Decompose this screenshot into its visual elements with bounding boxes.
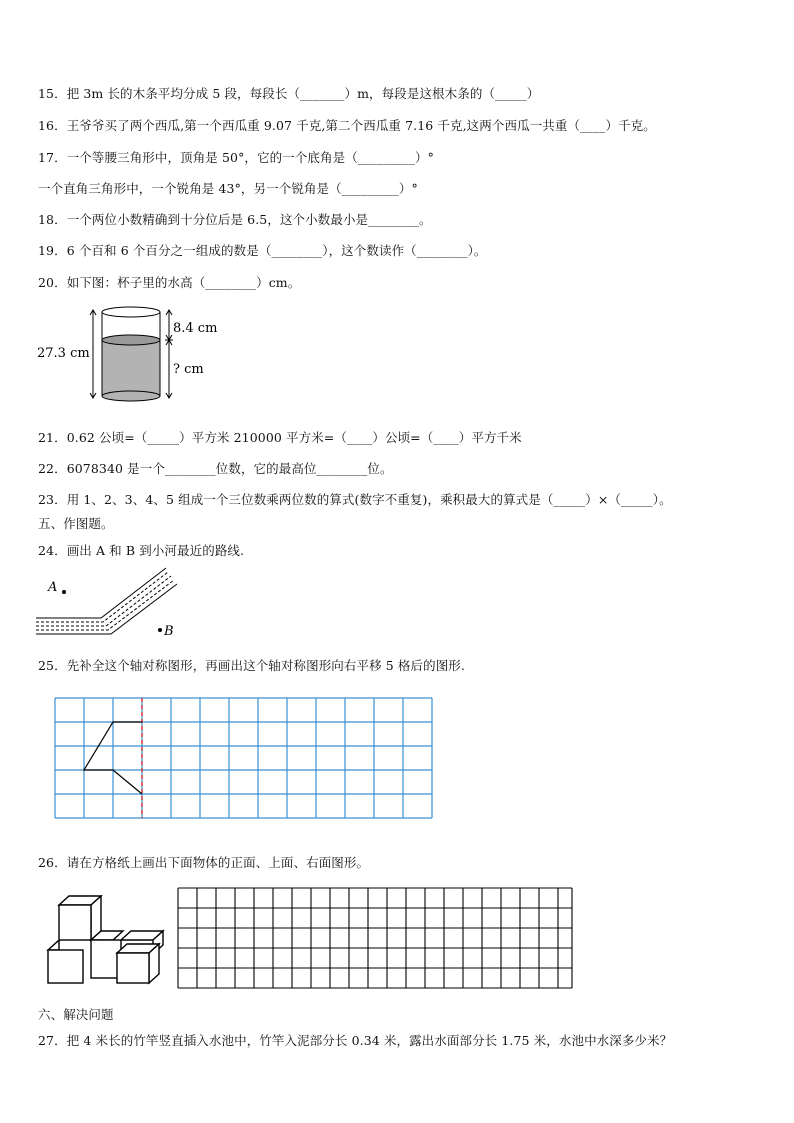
question-26: 26．请在方格纸上画出下面物体的正面、上面、右面图形。 [38, 855, 370, 870]
question-25: 25．先补全这个轴对称图形，再画出这个轴对称图形向右平移 5 格后的图形. [38, 658, 465, 673]
cup-rim [102, 307, 160, 317]
question-18: 18．一个两位小数精确到十分位后是 6.5，这个小数最小是________。 [38, 212, 432, 227]
total-height-label: 27.3 cm [37, 346, 90, 361]
question-24: 24．画出 A 和 B 到小河最近的路线. [38, 543, 245, 558]
question-17-part-2: 一个直角三角形中，一个锐角是 43°，另一个锐角是（_________）° [38, 181, 418, 196]
question-17: 17．一个等腰三角形中，顶角是 50°，它的一个底角是（_________）° [38, 150, 434, 165]
question-16: 16．王爷爷买了两个西瓜,第一个西瓜重 9.07 千克,第二个西瓜重 7.16 千克,这两个西瓜一共重（____）千克。 [38, 118, 656, 133]
section-6-heading: 六、解决问题 [38, 1007, 114, 1022]
grid-paper [176, 886, 576, 992]
water-height-label: ? cm [173, 362, 204, 377]
cup-figure [36, 300, 236, 410]
cup-bottom [102, 391, 160, 401]
point-a-label: A [48, 580, 58, 595]
point-a [62, 590, 66, 594]
river-figure [36, 566, 186, 644]
point-b [158, 628, 162, 632]
question-20: 20．如下图：杯子里的水高（________）cm。 [38, 275, 301, 290]
question-22: 22．6078340 是一个________位数，它的最高位________位。 [38, 461, 393, 476]
question-23: 23．用 1、2、3、4、5 组成一个三位数乘两位数的算式(数字不重复)，乘积最大的算式是（_____）×（_____）。 [38, 492, 672, 507]
symmetry-grid [52, 695, 436, 823]
question-19: 19．6 个百和 6 个百分之一组成的数是（________），这个数读作（________）。 [38, 243, 487, 258]
cup-water [102, 340, 160, 396]
grid-lines [55, 698, 432, 818]
cubes-figure [44, 895, 174, 987]
question-27: 27．把 4 米长的竹竿竖直插入水池中，竹竿入泥部分长 0.34 米，露出水面部分长 1.75 米，水池中水深多少米？ [38, 1033, 673, 1048]
point-b-label: B [164, 624, 174, 639]
question-21: 21．0.62 公顷=（_____）平方米 210000 平方米=（____）公顷=（____）平方千米 [38, 430, 522, 445]
section-5-heading: 五、作图题。 [38, 516, 114, 531]
question-15: 15．把 3m 长的木条平均分成 5 段，每段长（_______）m，每段是这根木条的（_____） [38, 86, 540, 101]
water-surface [102, 335, 160, 345]
top-gap-label: 8.4 cm [173, 321, 218, 336]
